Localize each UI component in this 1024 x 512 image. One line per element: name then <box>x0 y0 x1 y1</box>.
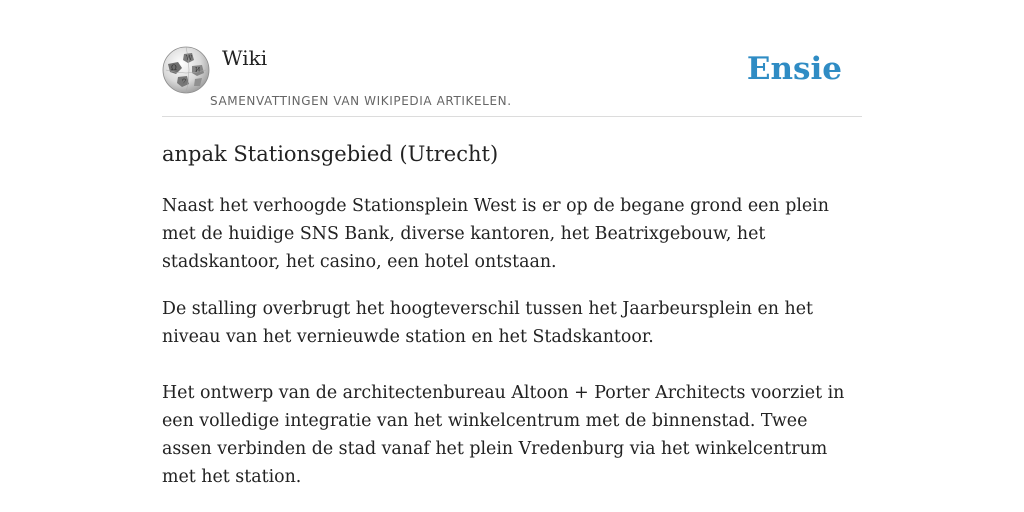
wikipedia-globe-icon[interactable] <box>162 46 210 94</box>
svg-text:W: W <box>186 55 193 62</box>
article-paragraph: De stalling overbrugt het hoogteverschil tussen het Jaarbeursplein en het niveau van het vernieuwde station en het Stadskantoor. <box>162 299 814 347</box>
article-paragraph: Naast het verhoogde Stationsplein West is er op de begane grond een plein met de huidige SNS Bank, diverse kantoren, het Beatrixgebouw, het stadskantoor, het casino, een hotel ontstaan. <box>162 196 829 272</box>
svg-text:ウ: ウ <box>181 78 188 85</box>
article-title: anpak Stationsgebied (Utrecht) <box>162 142 499 166</box>
brand-logo[interactable]: Ensie <box>746 51 842 87</box>
site-tagline: SAMENVATTINGEN VAN WIKIPEDIA ARTIKELEN. <box>210 94 512 108</box>
svg-text:Ω: Ω <box>171 64 177 72</box>
site-header <box>162 40 862 117</box>
svg-text:И: И <box>195 67 201 74</box>
article-paragraph: Het ontwerp van de architectenbureau Altoon + Porter Architects voorziet in een volledige integratie van het winkelcentrum met de binnenstad. Twee assen verbinden de stad vanaf het plein Vredenburg via het winkelcentrum met het station. <box>162 383 845 487</box>
article <box>162 138 862 491</box>
site-name[interactable]: Wiki <box>222 46 268 70</box>
